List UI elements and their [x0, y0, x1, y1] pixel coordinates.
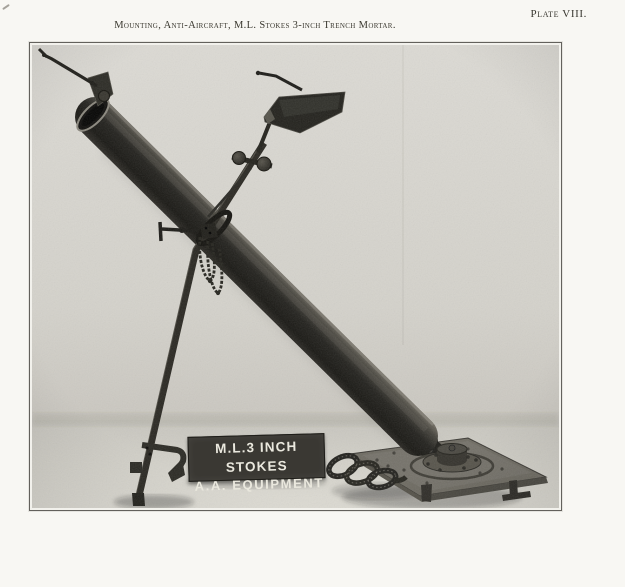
plaque-line-2: A.A. EQUIPMENT [194, 475, 325, 494]
page-caption: Mounting, Anti-Aircraft, M.L. Stokes 3-inch Trench Mortar. [114, 20, 396, 31]
name-plaque [187, 433, 325, 494]
photo-frame [29, 42, 562, 511]
plate-label: Plate VIII. [530, 8, 587, 20]
plaque-line-1: M.L.3 INCH STOKES [214, 438, 298, 475]
scan-artifact [2, 4, 10, 10]
